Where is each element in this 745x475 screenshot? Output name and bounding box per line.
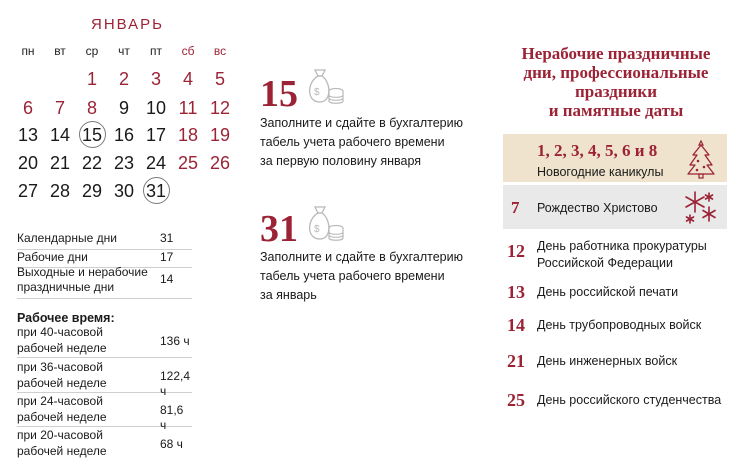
holiday-name (537, 238, 707, 272)
holiday-name: День трубопроводных войск (537, 318, 702, 332)
wt-label-line2: рабочей неделе (17, 341, 107, 355)
wt-label-line2: рабочей неделе (17, 376, 107, 390)
weekday-fri: пт (150, 44, 162, 58)
holiday-name-line: День работника прокуратуры (537, 239, 707, 253)
wt-label-line2: рабочей неделе (17, 444, 107, 458)
christmas-tree-icon (686, 139, 716, 179)
deadline-line: за январь (260, 288, 317, 302)
weekday-mon: пн (21, 44, 35, 58)
calendar-day: 20 (17, 153, 39, 173)
calendar-day: 13 (17, 125, 39, 145)
stat-calendar-days (17, 231, 192, 250)
svg-text:$: $ (314, 224, 320, 235)
calendar-day: 4 (182, 69, 193, 89)
deadline-day: 15 (260, 73, 298, 115)
calendar-day: 21 (49, 153, 71, 173)
deadline-line: Заполните и сдайте в бухгалтерию (260, 116, 463, 130)
calendar-day: 29 (81, 181, 103, 201)
calendar-day: 27 (17, 181, 39, 201)
wt-label-line1: при 40-часовой (17, 325, 103, 339)
holiday-day: 21 (507, 351, 525, 371)
wt-label-line2: рабочей неделе (17, 410, 107, 424)
wt-value: 68 ч (160, 437, 183, 451)
holiday-day: 13 (507, 282, 525, 302)
wt-label-line1: при 36-часовой (17, 360, 103, 374)
christmas-day: 7 (511, 198, 520, 217)
weekday-thu: чт (118, 44, 130, 58)
calendar-day: 23 (113, 153, 135, 173)
calendar-day: 10 (145, 98, 167, 118)
new-year-name: Новогодние каникулы (537, 165, 664, 179)
calendar-day: 26 (209, 153, 231, 173)
new-year-days: 1, 2, 3, 4, 5, 6 и 8 (537, 141, 658, 160)
calendar-day: 1 (86, 69, 97, 89)
calendar-day: 7 (54, 98, 65, 118)
wt-label-line1: при 24-часовой (17, 394, 103, 408)
calendar-day: 9 (118, 98, 129, 118)
money-bag-icon (303, 205, 347, 245)
holidays-title-line: дни, профессиональные (523, 63, 709, 82)
weekday-tue: вт (54, 44, 66, 58)
calendar-day: 16 (113, 125, 135, 145)
holidays-title-line: праздники (574, 82, 658, 101)
wt-value: 136 ч (160, 334, 190, 348)
deadline-text (260, 248, 463, 305)
holidays-title (500, 44, 732, 120)
weekday-sun: вс (213, 44, 227, 58)
holiday-name: День инженерных войск (537, 354, 678, 368)
weekday-wed: ср (85, 44, 99, 58)
calendar-day: 5 (214, 69, 225, 89)
holidays-title-line: и памятные даты (548, 101, 684, 120)
calendar-day: 3 (150, 69, 161, 89)
stat-label-line2: праздничные дни (17, 280, 115, 294)
wt-value: 122,4 ч (160, 369, 191, 398)
calendar-day: 22 (81, 153, 103, 173)
calendar-day: 31 (145, 181, 167, 201)
working-time-row (17, 325, 192, 358)
deadline-line: табель учета рабочего времени (260, 269, 445, 283)
stat-label: Рабочие дни (17, 250, 88, 264)
holiday-day: 12 (507, 241, 525, 261)
stat-value: 31 (160, 231, 174, 245)
deadline-line: за первую половину января (260, 154, 422, 168)
stat-label-line1: Выходные и нерабочие (17, 265, 148, 279)
calendar-day: 25 (177, 153, 199, 173)
working-time-row (17, 428, 192, 460)
calendar-day: 14 (49, 125, 71, 145)
calendar-day: 19 (209, 125, 231, 145)
holiday-day: 14 (507, 315, 525, 335)
christmas-name: Рождество Христово (537, 201, 658, 215)
calendar-day: 6 (22, 98, 33, 118)
holiday-name: День российского студенчества (537, 393, 722, 407)
deadline-day: 31 (260, 208, 298, 250)
stat-value: 17 (160, 250, 174, 264)
calendar-day: 30 (113, 181, 135, 201)
month-title: ЯНВАРЬ (91, 16, 165, 33)
money-bag-icon (303, 68, 347, 108)
stat-value: 14 (160, 272, 174, 286)
stat-days-off (17, 265, 192, 299)
holiday-day: 25 (507, 390, 525, 410)
wt-value: 81,6 ч (160, 403, 184, 432)
holiday-name: День российской печати (537, 285, 679, 299)
calendar-day: 12 (209, 98, 231, 118)
stat-label: Календарные дни (17, 231, 117, 245)
deadline-line: Заполните и сдайте в бухгалтерию (260, 250, 463, 264)
calendar-day: 24 (145, 153, 167, 173)
calendar-day: 28 (49, 181, 71, 201)
working-time-row (17, 394, 192, 432)
working-time-title: Рабочее время: (17, 311, 115, 325)
svg-text:$: $ (314, 87, 320, 98)
calendar-day: 11 (178, 98, 198, 118)
calendar-day: 2 (118, 69, 129, 89)
weekday-sat: сб (181, 44, 195, 58)
working-time-row (17, 360, 192, 398)
holidays-title-line: Нерабочие праздничные (521, 44, 711, 63)
holiday-name-line: Российской Федерации (537, 256, 673, 270)
deadline-line: табель учета рабочего времени (260, 135, 445, 149)
calendar-day: 17 (145, 125, 167, 145)
calendar-day: 15 (81, 125, 103, 145)
calendar-day: 8 (86, 98, 97, 118)
calendar-day: 18 (177, 125, 199, 145)
wt-label-line1: при 20-часовой (17, 428, 103, 442)
snowflake-icon (682, 189, 718, 225)
deadline-text (260, 114, 463, 171)
